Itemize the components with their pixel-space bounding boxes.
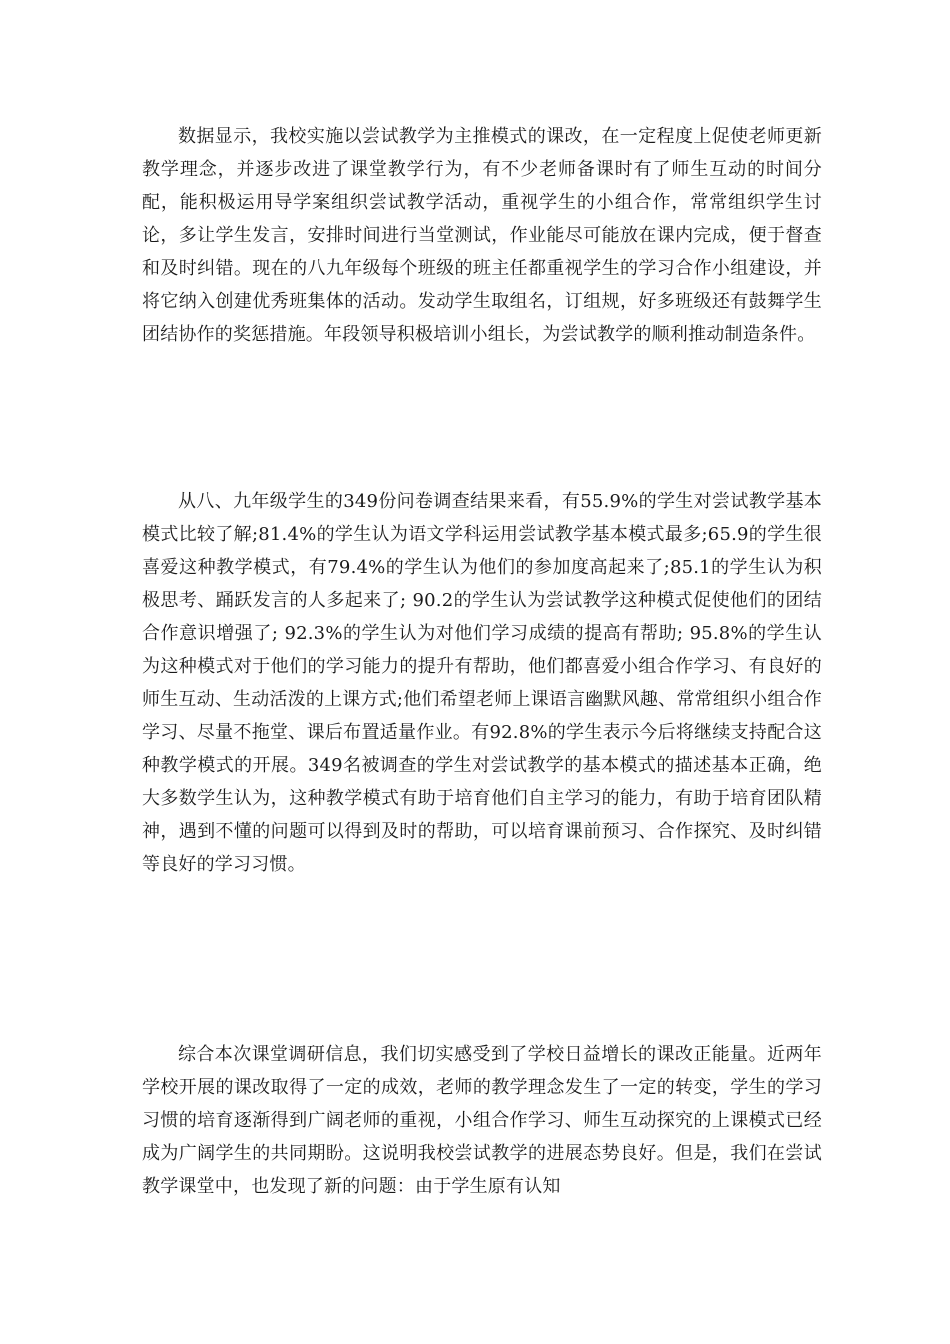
paragraph-teaching-reform-results: 数据显示，我校实施以尝试教学为主推模式的课改，在一定程度上促使老师更新教学理念，并逐步改进了课堂教学行为，有不少老师备课时有了师生互动的时间分配，能积极运用导学案组织尝试教学活动，重视学生的小组合作，常常组织学生讨论，多让学生发言，安排时间进行当堂测试，作业能尽可能放在课内完成，便于督查和及时纠错。现在的八九年级每个班级的班主任都重视学生的学习合作小组建设，并将它纳入创建优秀班集体的活动。发动学生取组名，订组规，好多班级还有鼓舞学生团结协作的奖惩措施。年段领导积极培训小组长，为尝试教学的顺利推动制造条件。 <box>142 126 822 345</box>
paragraph-summary: 综合本次课堂调研信息，我们切实感受到了学校日益增长的课改正能量。近两年学校开展的课改取得了一定的成效，老师的教学理念发生了一定的转变，学生的学习习惯的培育逐渐得到广阔老师的重视，小组合作学习、师生互动探究的上课模式已经成为广阔学生的共同期盼。这说明我校尝试教学的进展态势良好。但是，我们在尝试教学课堂中，也发现了新的问题：由于学生原有认知 <box>142 1044 822 1197</box>
paragraph-survey-results: 从八、九年级学生的349份问卷调查结果来看，有55.9%的学生对尝试教学基本模式比较了解;81.4%的学生认为语文学科运用尝试教学基本模式最多;65.9的学生很喜爱这种教学模式，有79.4%的学生认为他们的参加度高起来了;85.1的学生认为积极思考、踊跃发言的人多起来了; 90.2的学生认为尝试教学这种模式促使他们的团结合作意识增强了; 92.3%的学生认为对他们学习成绩的提高有帮助; 95.8%的学生认为这种模式对于他们的学习能力的提升有帮助，他们都喜爱小组合作学习、有良好的师生互动、生动活泼的上课方式;他们希望老师上课语言幽默风趣、常常组织小组合作学习、尽量不拖堂、课后布置适量作业。有92.8%的学生表示今后将继续支持配合这种教学模式的开展。349名被调查的学生对尝试教学的基本模式的描述基本正确，绝大多数学生认为，这种教学模式有助于培育他们自主学习的能力，有助于培育团队精神，遇到不懂的问题可以得到及时的帮助，可以培育课前预习、合作探究、及时纠错等良好的学习习惯。 <box>142 491 822 875</box>
